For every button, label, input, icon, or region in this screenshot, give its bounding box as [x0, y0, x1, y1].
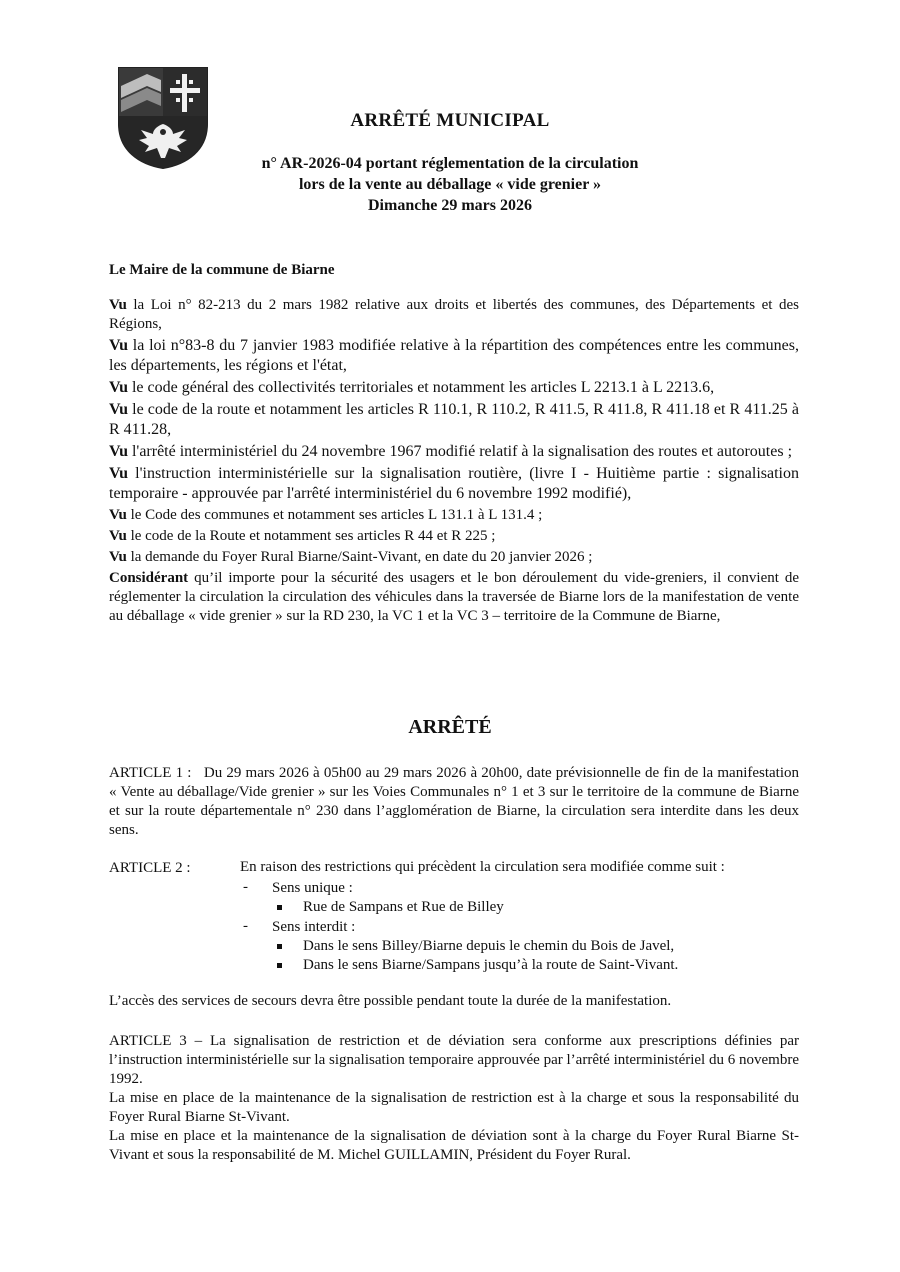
list-group-title: Sens unique : [272, 880, 353, 896]
list-item: Dans le sens Biarne/Sampans jusqu’à la route de Saint-Vivant. [303, 957, 679, 973]
bullet-icon [277, 944, 282, 949]
preamble [109, 296, 799, 628]
preamble-item: Vu la loi n°83-8 du 7 janvier 1983 modifiée relative à la répartition des compétences entre les communes, les départements, les régions et l'état, [109, 337, 799, 374]
article-3-paragraph: La mise en place et la maintenance de la signalisation de déviation sont à la charge du Foyer Rural Biarne St-Vivant et sous la responsabilité de M. Michel GUILLAMIN, Président du Foyer Rural. [109, 1128, 799, 1163]
preamble-item: Vu le code de la route et notamment les articles R 110.1, R 110.2, R 411.5, R 411.8, R 411.18 et R 411.25 à R 411.28, [109, 401, 799, 438]
list-item: Dans le sens Billey/Biarne depuis le chemin du Bois de Javel, [303, 938, 675, 954]
preamble-item: Vu le Code des communes et notamment ses articles L 131.1 à L 131.4 ; [109, 507, 543, 523]
article-2-intro: En raison des restrictions qui précèdent la circulation sera modifiée comme suit : [240, 859, 725, 875]
bullet-icon [277, 963, 282, 968]
coat-of-arms-icon [117, 66, 209, 170]
preamble-item: Vu la demande du Foyer Rural Biarne/Saint-Vivant, en date du 20 janvier 2026 ; [109, 549, 593, 565]
article-1 [109, 764, 799, 840]
list-dash: - [243, 879, 248, 895]
subtitle-line: Dimanche 29 mars 2026 [368, 197, 532, 214]
subtitle-line: n° AR-2026-04 portant réglementation de la circulation [261, 155, 639, 172]
emergency-access-note: L’accès des services de secours devra être possible pendant toute la durée de la manifestation. [109, 993, 672, 1009]
article-3 [109, 1032, 799, 1165]
preamble-considering: Considérant qu’il importe pour la sécurité des usagers et le bon déroulement du vide-greniers, il convient de réglementer la circulation la circulation des véhicules dans la traversée de Biarne lors de la manifestation de vente au déballage « vide grenier » sur la RD 230, la VC 1 et la VC 3 – territoire de la Commune de Biarne, [109, 570, 799, 624]
decree-subtitle [200, 153, 700, 216]
article-3-paragraph: ARTICLE 3 – La signalisation de restriction et de déviation sera conforme aux prescriptions définies par l’instruction interministérielle sur la signalisation temporaire approuvée par l’arrêté interministériel du 6 novembre 1992. [109, 1033, 799, 1087]
preamble-item: Vu la Loi n° 82-213 du 2 mars 1982 relative aux droits et libertés des communes, des Départements et des Régions, [109, 297, 799, 332]
article-1-text: Du 29 mars 2026 à 05h00 au 29 mars 2026 à 20h00, date prévisionnelle de fin de la manifestation « Vente au déballage/Vide grenier » sur les Voies Communales n° 1 et 3 sur le territoire de la commune de Biarne et sur la route départementale n° 230 dans l’agglomération de Biarne, la circulation sera interdite dans les deux sens. [109, 765, 800, 838]
list-dash: - [243, 918, 248, 934]
list-group-title: Sens interdit : [272, 919, 356, 935]
list-item: Rue de Sampans et Rue de Billey [303, 899, 504, 915]
subtitle-line: lors de la vente au déballage « vide grenier » [298, 176, 602, 193]
arrete-heading: ARRÊTÉ [408, 716, 492, 738]
preamble-item: Vu l'instruction interministérielle sur la signalisation routière, (livre I - Huitième partie : signalisation temporaire - approuvée par l'arrêté interministériel du 6 novembre 1992 modifié), [109, 465, 799, 502]
article-2-label: ARTICLE 2 : [109, 860, 191, 876]
mayor-heading: Le Maire de la commune de Biarne [109, 262, 335, 278]
page-title: ARRÊTÉ MUNICIPAL [350, 110, 550, 131]
article-1-label: ARTICLE 1 : [109, 765, 192, 781]
preamble-item: Vu l'arrêté interministériel du 24 novembre 1967 modifié relatif à la signalisation des routes et autoroutes ; [109, 443, 793, 460]
preamble-item: Vu le code général des collectivités territoriales et notamment les articles L 2213.1 à L 2213.6, [109, 379, 715, 396]
preamble-item: Vu le code de la Route et notamment ses articles R 44 et R 225 ; [109, 528, 496, 544]
article-3-paragraph: La mise en place de la maintenance de la signalisation de restriction est à la charge et sous la responsabilité du Foyer Rural Biarne St-Vivant. [109, 1090, 799, 1125]
bullet-icon [277, 905, 282, 910]
